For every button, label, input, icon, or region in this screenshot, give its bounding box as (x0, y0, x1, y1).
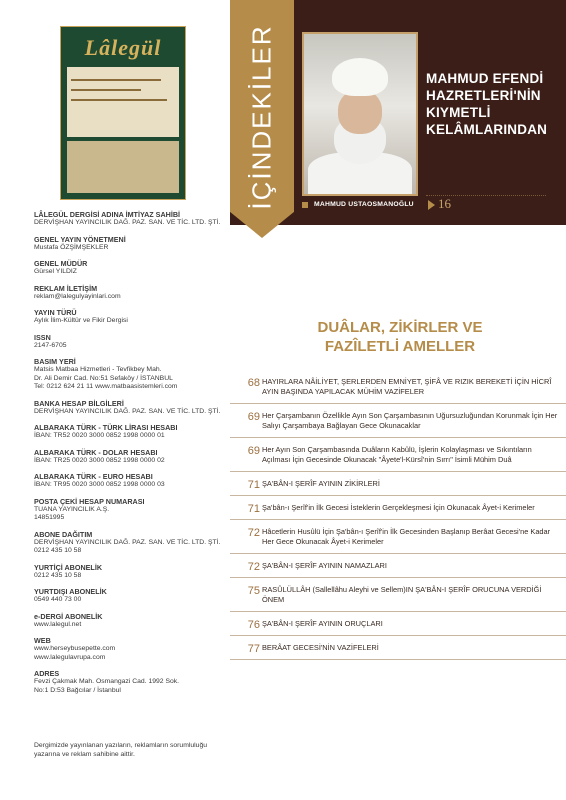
masthead-entry-value: 0549 440 73 00 (34, 596, 82, 603)
cover-logo: Lâlegül (84, 35, 162, 60)
toc-page-number: 75 (247, 585, 260, 597)
masthead-entry-title: BANKA HESAP BİLGİLERİ (34, 398, 124, 408)
masthead-entry-value: Aylık İlim-Kültür ve Fikir Dergisi (34, 317, 128, 324)
masthead-entry-value: Fevzi Çakmak Mah. Osmangazi Cad. 1992 Sok. No:1 D:53 Bağcılar / İstanbul (34, 678, 180, 694)
masthead-entry-value: 2147-6705 (34, 341, 67, 349)
masthead-entry-value: DERVİŞHAN YAYINCILIK DAĞ. PAZ. SAN. VE TİC. LTD. ŞTİ. (34, 219, 221, 226)
masthead-entry (34, 308, 224, 326)
magazine-cover-thumbnail[interactable] (60, 26, 186, 200)
masthead-entry (34, 357, 224, 392)
masthead-entry-title: REKLAM İLETİŞİM (34, 283, 98, 293)
toc-entry[interactable] (230, 612, 566, 636)
toc-entry[interactable] (230, 578, 566, 612)
page-arrow-icon (428, 200, 435, 210)
toc-page-number: 69 (247, 445, 260, 457)
toc-entry[interactable] (230, 370, 566, 404)
masthead-entry-title: ADRES (34, 669, 60, 678)
masthead-entry-title: WEB (34, 636, 51, 645)
masthead-entry-title: BASIM YERİ (34, 357, 76, 366)
toc-entry[interactable] (230, 404, 566, 438)
toc-entry-title: RASÛLÜLLÂH (Sallellâhu Aleyhi ve Sellem)IN ŞA'BÂN-I ŞERÎF ORUCUNA VERDİĞİ ÖNEM (262, 585, 542, 604)
masthead-entry (34, 210, 224, 228)
masthead-column (0, 0, 230, 800)
toc-page-number: 76 (247, 619, 260, 631)
toc-page-number: 72 (247, 527, 260, 539)
section-title: DUÂLAR, ZİKİRLER VE FAZÎLETLİ AMELLER (317, 319, 483, 355)
masthead-entry-title: e-DERGİ ABONELİK (34, 611, 103, 621)
contents-heading-text: İÇİNDEKİLER (246, 24, 277, 210)
toc-entry-title: Her Ayın Son Çarşambasında Duâların Kabûlü, İşlerin Kolaylaşması ve Sıkıntıların Açılması İçin Gecesinde Okunacak "Âyete'l-Kürsî'nin Sırrı" İsimli Mühim Duâ (262, 445, 532, 464)
toc-entry-title: Hâcetlerin Husûlü İçin Şa'bân-ı Şerîf'in İlk Gecesinden Başlanıp Berâat Gecesi'ne Kadar Her Gece Okunacak Âyet-i Kerimeler (262, 527, 551, 546)
toc-page-number: 72 (247, 561, 260, 573)
masthead-entry (34, 669, 224, 695)
toc-entry-title: ŞA'BÂN-I ŞERÎF AYININ ORUÇLARI (262, 619, 383, 628)
masthead-entry (34, 284, 224, 302)
masthead-entry (34, 636, 224, 662)
masthead-entry-value: Gürsel YILDIZ (34, 268, 77, 275)
masthead-entry-value: Matsis Matbaa Hizmetleri - Tevfikbey Mah. Dr. Ali Demir Cad. No:51 Sefaköy / İSTANBUL Tel: 0212 624 21 11 www.matbaasistemleri.com (34, 366, 178, 390)
masthead-entry-title: POSTA ÇEKİ HESAP NUMARASI (34, 496, 145, 506)
featured-page-number[interactable]: 16 (438, 196, 451, 211)
masthead-entry-value: www.herseybusepette.com www.lalegulavrupa.com (34, 645, 116, 661)
masthead-entry-title: ISSN (34, 332, 51, 342)
cover-text-line (71, 99, 167, 101)
masthead-entry-title: ALBARAKA TÜRK - EURO HESABI (34, 472, 153, 481)
masthead-entry-title: GENEL YAYIN YÖNETMENİ (34, 234, 126, 244)
masthead-entry (34, 530, 224, 556)
disclaimer-note: Dergimizde yayınlanan yazıların, reklamların sorumluluğu yazarına ve reklam sahibine aittir. (34, 742, 208, 758)
masthead-entry-value: www.lalegul.net (34, 620, 82, 628)
masthead-entry (34, 333, 224, 351)
cover-text-line (71, 89, 141, 91)
masthead-entry (34, 563, 224, 581)
toc-entry-title: ŞA'BÂN-I ŞERÎF AYININ NAMAZLARI (262, 561, 387, 570)
masthead-info (34, 210, 224, 702)
author-name: MAHMUD USTAOSMANOĞLU (314, 201, 414, 208)
masthead-entry (34, 587, 224, 605)
contents-heading (240, 22, 284, 212)
masthead-entry-title: ALBARAKA TÜRK - DOLAR HESABI (34, 447, 158, 457)
toc-entry-title: BERÂAT GECESİ'NİN VAZİFELERİ (262, 643, 379, 652)
toc-entry-title: ŞA'BÂN-I ŞERÎF AYININ ZİKİRLERİ (262, 479, 380, 488)
masthead-entry (34, 472, 224, 490)
contents-column (230, 0, 566, 800)
masthead-entry-title: YAYIN TÜRÜ (34, 308, 77, 317)
masthead-entry-value: İBAN: TR25 0020 3000 0852 1998 0000 02 (34, 456, 165, 464)
masthead-entry-value: 0212 435 10 58 (34, 571, 82, 579)
masthead-entry (34, 423, 224, 441)
masthead-entry-title: GENEL MÜDÜR (34, 259, 88, 268)
author-portrait (302, 32, 418, 196)
toc-entry-title: Şa'bân-ı Şerîf'in İlk Gecesi İsteklerin Gerçekleşmesi İçin Okunacak Âyet-i Kerimeler (262, 503, 535, 512)
masthead-entry (34, 448, 224, 466)
featured-article-title[interactable]: MAHMUD EFENDİ HAZRETLERİ'NİN KIYMETLİ KELÂMLARINDAN (426, 71, 548, 137)
toc-entry-title: HAYIRLARA NÂİLİYET, ŞERLERDEN EMNİYET, ŞİFÂ VE RIZIK BEREKETİ İÇİN HİCRÎ AYIN BAŞINDA YAPILACAK MÜHİM VAZİFELER (262, 377, 552, 396)
masthead-entry-title: YURTİÇİ ABONELİK (34, 562, 103, 572)
masthead-entry-value: reklam@lalegulyayinlari.com (34, 292, 121, 300)
toc-entry[interactable] (230, 472, 566, 496)
masthead-entry-title: YURTDIŞI ABONELİK (34, 587, 107, 596)
masthead-entry (34, 612, 224, 630)
masthead-entry (34, 235, 224, 253)
cover-image-block (67, 141, 179, 193)
masthead-entry-value: TUANA YAYINCILIK A.Ş. 14851995 (34, 505, 110, 521)
masthead-entry (34, 497, 224, 523)
masthead-entry-title: LÂLEGÜL DERGİSİ ADINA İMTİYAZ SAHİBİ (34, 210, 181, 219)
masthead-entry-title: ALBARAKA TÜRK - TÜRK LİRASI HESABI (34, 423, 178, 432)
toc-entry[interactable] (230, 496, 566, 520)
toc-entry[interactable] (230, 554, 566, 578)
masthead-entry-title: ABONE DAĞITIM (34, 529, 93, 539)
bullet-square-icon (302, 202, 308, 208)
toc-entry-title: Her Çarşambanın Özellikle Ayın Son Çarşambasının Uğursuzluğundan Korunmak İçin Her Salıyı Çarşambaya Bağlayan Gece Okunacaklar (262, 411, 558, 430)
masthead-entry-value: DERVİŞHAN YAYINCILIK DAĞ. PAZ. SAN. VE TİC. LTD. ŞTİ. 0212 435 10 58 (34, 538, 221, 554)
toc-page-number: 71 (247, 479, 260, 491)
toc-page-number: 77 (247, 643, 260, 655)
masthead-entry-value: Mustafa ÖZŞİMŞEKLER (34, 243, 109, 251)
table-of-contents (230, 370, 566, 660)
toc-entry[interactable] (230, 438, 566, 472)
masthead-entry (34, 399, 224, 417)
cover-article-block (67, 67, 179, 137)
masthead-entry (34, 259, 224, 277)
masthead-entry-value: İBAN: TR52 0020 3000 0852 1998 0000 01 (34, 432, 165, 439)
toc-entry[interactable] (230, 520, 566, 554)
toc-page-number: 68 (247, 377, 260, 389)
toc-entry[interactable] (230, 636, 566, 660)
cover-text-line (71, 79, 161, 81)
masthead-entry-value: DERVİŞHAN YAYINCILIK DAĞ. PAZ. SAN. VE TİC. LTD. ŞTİ. (34, 407, 221, 415)
featured-article-meta (302, 198, 558, 214)
toc-page-number: 71 (247, 503, 260, 515)
toc-page-number: 69 (247, 411, 260, 423)
masthead-entry-value: İBAN: TR95 0020 3000 0852 1998 0000 03 (34, 481, 165, 488)
